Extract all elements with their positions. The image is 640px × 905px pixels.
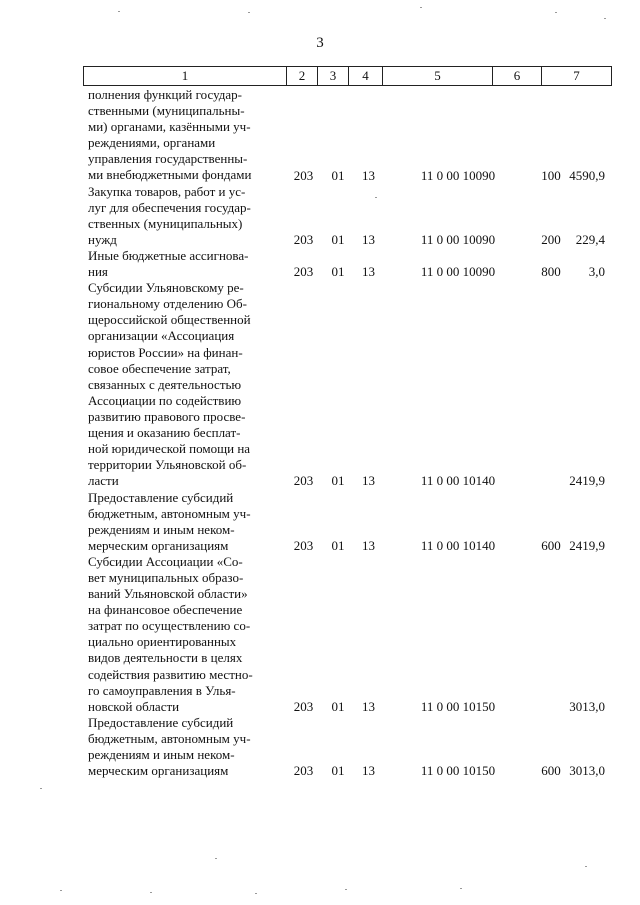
cell-col-7: 3013,0 [569,698,605,714]
row-description [88,248,284,280]
description-line: реждениями, органами [88,135,216,151]
cell-col-3: 01 [331,167,345,183]
row-description [88,280,284,489]
cell-col-3: 01 [331,231,345,247]
description-line: гиональному отделению Об- [88,296,247,312]
cell-col-5: 11 0 00 10150 [420,698,496,714]
description-line: Предоставление субсидий [88,714,234,730]
description-line: вет муниципальных образо- [88,569,244,585]
cell-col-2: 203 [293,763,314,779]
description-line: связанных с деятельностью [88,376,242,392]
description-line: затрат по осуществлению со- [88,618,251,634]
cell-col-5: 11 0 00 10150 [420,763,496,779]
table-row [83,280,611,489]
description-line: ваний Ульяновской области» [88,586,248,602]
column-header-6: 6 [493,67,542,86]
cell-col-2: 203 [293,264,314,280]
cell-col-7: 2419,9 [569,537,605,553]
column-header-7: 7 [542,67,612,86]
description-line: ласти [88,473,119,489]
table-row [83,87,611,184]
description-line: мерческим организациям [88,537,229,553]
row-description [88,554,284,715]
description-line: ственными (муниципальны- [88,103,245,119]
cell-col-7: 229,4 [575,231,605,247]
description-line: на финансовое обеспечение [88,602,243,618]
cell-col-6: 200 [541,231,561,247]
cell-col-3: 01 [331,698,345,714]
table-row [83,554,611,715]
column-header-4: 4 [349,67,383,86]
cell-col-5: 11 0 00 10090 [420,264,496,280]
cell-col-3: 01 [331,473,345,489]
description-line: юристов России» на финан- [88,344,243,360]
description-line: управления государственны- [88,151,248,167]
description-line: Иные бюджетные ассигнова- [88,248,249,263]
description-line: развитию правового просве- [88,408,246,424]
cell-col-3: 01 [331,264,345,280]
description-line: видов деятельности в целях [88,650,243,666]
description-line: ной юридической помощи на [88,441,251,457]
description-line: бюджетным, автономным уч- [88,730,251,746]
cell-col-7: 3,0 [588,264,605,280]
description-line: организации «Ассоциация [88,328,235,344]
cell-col-2: 203 [293,231,314,247]
table-row [83,248,611,280]
description-line: совое обеспечение затрат, [88,360,231,376]
row-description [88,184,284,248]
cell-col-3: 01 [331,537,345,553]
description-line: ния [88,264,108,280]
description-line: реждениям и иным неком- [88,521,235,537]
description-line: луг для обеспечения государ- [88,199,251,215]
description-line: Ассоциации по содействию [88,392,242,408]
cell-col-6: 600 [541,763,561,779]
column-header-5: 5 [383,67,493,86]
cell-col-6: 600 [541,537,561,553]
description-line: Субсидии Ульяновскому ре- [88,280,244,296]
cell-col-2: 203 [293,167,314,183]
cell-col-7: 2419,9 [569,473,605,489]
table-row [83,490,611,554]
description-line: циально ориентированных [88,634,237,650]
description-line: Предоставление субсидий [88,489,234,505]
column-header-row [83,66,612,86]
column-header-2: 2 [287,67,318,86]
cell-col-4: 13 [362,231,375,247]
table-row [83,184,611,248]
description-line: щероссийской общественной [88,312,251,328]
column-header-1: 1 [84,67,287,86]
description-line: нужд [88,231,117,247]
row-description [88,87,284,184]
cell-col-2: 203 [293,473,314,489]
description-line: полнения функций государ- [88,87,242,102]
page-number: 3 [316,35,324,51]
cell-col-5: 11 0 00 10140 [420,537,496,553]
description-line: территории Ульяновской об- [88,457,247,473]
cell-col-5: 11 0 00 10090 [420,167,496,183]
description-line: реждениям и иным неком- [88,747,235,763]
description-line: Закупка товаров, работ и ус- [88,183,246,199]
description-line: мерческим организациям [88,763,229,779]
description-line: Субсидии Ассоциации «Со- [88,553,243,569]
description-line: го самоуправления в Улья- [88,682,236,698]
table-row [83,715,611,779]
cell-col-7: 4590,9 [569,167,605,183]
description-line: новской области [88,698,180,714]
row-description [88,490,284,554]
description-line: бюджетным, автономным уч- [88,505,251,521]
cell-col-7: 3013,0 [569,763,605,779]
cell-col-4: 13 [362,473,375,489]
cell-col-4: 13 [362,537,375,553]
description-line: ми) органами, казёнными уч- [88,119,251,135]
cell-col-5: 11 0 00 10140 [420,473,496,489]
row-description [88,715,284,779]
cell-col-4: 13 [362,763,375,779]
cell-col-6: 100 [541,167,561,183]
cell-col-4: 13 [362,698,375,714]
cell-col-4: 13 [362,264,375,280]
cell-col-4: 13 [362,167,375,183]
description-line: содействия развитию местно- [88,666,253,682]
description-line: ми внебюджетными фондами [88,167,252,183]
cell-col-5: 11 0 00 10090 [420,231,496,247]
description-line: ственных (муниципальных) [88,215,243,231]
cell-col-2: 203 [293,537,314,553]
cell-col-2: 203 [293,698,314,714]
cell-col-3: 01 [331,763,345,779]
column-header-3: 3 [318,67,349,86]
description-line: щения и оказанию бесплат- [88,425,241,441]
cell-col-6: 800 [541,264,561,280]
